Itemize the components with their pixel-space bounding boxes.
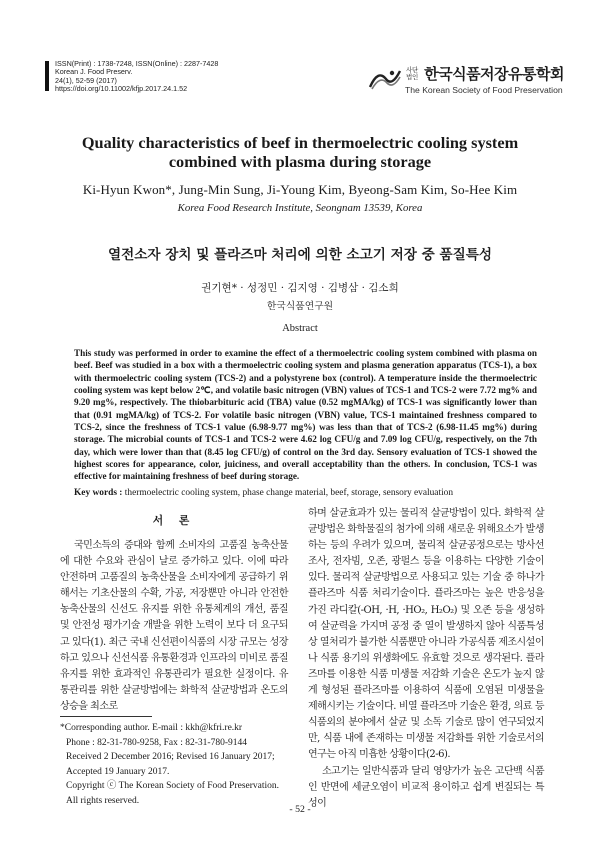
paper-title-korean: 열전소자 장치 및 플라즈마 처리에 의한 소고기 저장 중 품질특성 bbox=[107, 247, 492, 263]
authors-korean: 권기현* · 성정민 · 김지영 · 김병삼 · 김소희 bbox=[201, 282, 399, 294]
logo-small-text: 사단법인 bbox=[406, 65, 418, 81]
abstract-heading: Abstract bbox=[282, 323, 318, 334]
header-bar bbox=[45, 61, 49, 91]
affiliation-korean: 한국식품연구원 bbox=[266, 301, 334, 312]
intro-right-paragraph-2: 소고기는 일반식품과 달리 영양가가 높은 고단백 식품인 반면에 세균오염이 비교적 용이하고 쉽게 변질되는 특성이 bbox=[308, 765, 544, 809]
doi-link[interactable]: https://doi.org/10.11002/kfjp.2017.24.1.52 bbox=[55, 84, 188, 94]
society-logo bbox=[368, 63, 564, 95]
footnote-divider bbox=[60, 716, 152, 717]
intro-right-paragraph-1: 하며 살균효과가 있는 물리적 살균방법이 있다. 화학적 살균방법은 화학물질의 첨가에 의해 새로운 위해요소가 발생하는 등의 우려가 있으며, 물리적 살균공정으로는 방사선 조사, 전자빔, 오존, 광펄스 등을 이용하는 다양한 기술이 있다. 물리적 살균방법으로 사용되고 있는 기술 중 하나가 플라즈마 식품 처리기술이다. 플라즈마는 높은 반응성을 가진 라디칼(-OH, ·H, ·HO₂, H₂O₂) 및 오존 등을 생성하여 살균력을 가지며 공정 중 열이 발생하지 않아 식품특성상 열처리가 불가한 식품뿐만 아니라 가공식품 제조시설이나 식품 용기의 위생화에도 유효할 것으로 생각된다. 플라즈마를 이용한 식품 미생물 저감화 기술은 온도가 높지 않게 형성된 플라즈마를 이용하여 식품에 오염된 미생물을 제해시키는 기술이다. 비열 플라즈마 기술은 환경, 의료 등 식품외의 분야에서 살균 및 소독 기술로 많이 연구되었지만, 식품 내에 존재하는 미생물 저감화를 위한 기술로서의 연구는 아직 미흡한 상황이다(2-6). bbox=[308, 508, 544, 761]
contact-phone-fax: Phone : 82-31-780-9258, Fax : 82-31-780-9144 bbox=[66, 737, 248, 748]
issn-line: ISSN(Print) : 1738-7248, ISSN(Online) : 2287-7428 bbox=[55, 59, 219, 68]
corresponding-author: *Corresponding author. E-mail : kkh@kfri.re.kr bbox=[60, 723, 243, 733]
abstract-body: This study was performed in order to examine the effect of a thermoelectric cooling system combined with plasma on beef. Beef was studied in a box with a thermoelectric cooling system and plasma generation apparatus (TCS-1), a box with thermoelectric cooling system (TCS-2) and a polystyrene box (control). A temperature inside the thermoelectric cooling system was kept below 2℃, and volatile basic nitrogen (VBN) values of TCS-1 and TCS-2 were 7.72 mg% and 9.20 mg%, respectively. The thiobarbituric acid (TBA) value (0.52 mgMA/kg) of TCS-1 was significantly lower than that (0.91 mgMA/kg) of TCS-2. For volatile basic nitrogen (VBN) value, TCS-1 maintained freshness compared to TCS-2, since the freshness of TCS-1 value (6.98-9.77 mg%) was less than that of TCS-2 (6.98-11.45 mg%) during storage. The microbial counts of TCS-1 and TCS-2 were 4.62 log CFU/g and 7.09 log CFU/g, respectively, on the 7th day, which were lower than that (8.45 log CFU/g) of control on the 3rd day. Sensory evaluation of TCS-1 showed the highest scores for appearance, color, juiciness, and overall acceptability than the others. In conclusion, TCS-1 was effective for maintaining freshness of beef during storage. bbox=[74, 348, 537, 482]
journal-meta bbox=[55, 60, 218, 94]
introduction-heading: 서 론 bbox=[152, 514, 196, 527]
paper-title: Quality characteristics of beef in thermoelectric cooling system combined with plasma during storage bbox=[81, 133, 519, 171]
authors-english: Ki-Hyun Kwon*, Jung-Min Sung, Ji-Young Kim, Byeong-Sam Kim, So-Hee Kim bbox=[82, 182, 518, 197]
intro-right-column bbox=[308, 506, 544, 812]
volume-line: 24(1), 52-59 (2017) bbox=[55, 75, 117, 85]
received-dates: Received 2 December 2016; Revised 16 January 2017; Accepted 19 January 2017. bbox=[66, 752, 275, 777]
logo-english-name: The Korean Society of Food Preservation bbox=[405, 85, 563, 95]
keywords-text: thermoelectric cooling system, phase change material, beef, storage, sensory evaluation bbox=[122, 488, 454, 498]
copyright-notice: Copyright ⓒ The Korean Society of Food Preservation. All rights reserved. bbox=[66, 781, 280, 806]
keywords bbox=[74, 488, 544, 498]
logo-korean-name: 한국식품저장유통학회 bbox=[424, 65, 564, 83]
intro-left-column: 국민소득의 증대와 함께 소비자의 고품질 농축산물에 대한 수요와 관심이 날로 증가하고 있다. 이에 따라 안전하며 고품질의 농축산물을 소비자에게 공급하기 위해서는 기초산물의 수확, 가공, 저장뿐만 아니라 안전한 농축산물의 신선도 유지를 위한 유통체계의 개선, 품질 및 안전성 평가기술 개발을 위한 노력이 보다 더 요구되고 있다(1). 최근 국내 신선편이식품의 시장 규모는 성장하고 있으나 신선식품 유통환경과 인프라의 미비로 품질유지를 위한 효과적인 유통관리가 필요한 실정이다. 유통관리를 위한 살균방법에는 화학적 살균방법과 온도의 상승을 최소로 bbox=[60, 540, 288, 712]
society-logo-icon bbox=[368, 67, 402, 91]
keywords-label: Key words : bbox=[74, 488, 123, 498]
footnote bbox=[60, 721, 290, 809]
journal-name-line: Korean J. Food Preserv. bbox=[55, 67, 133, 77]
page-number: - 52 - bbox=[289, 804, 311, 815]
affiliation-english: Korea Food Research Institute, Seongnam 13539, Korea bbox=[177, 202, 423, 214]
